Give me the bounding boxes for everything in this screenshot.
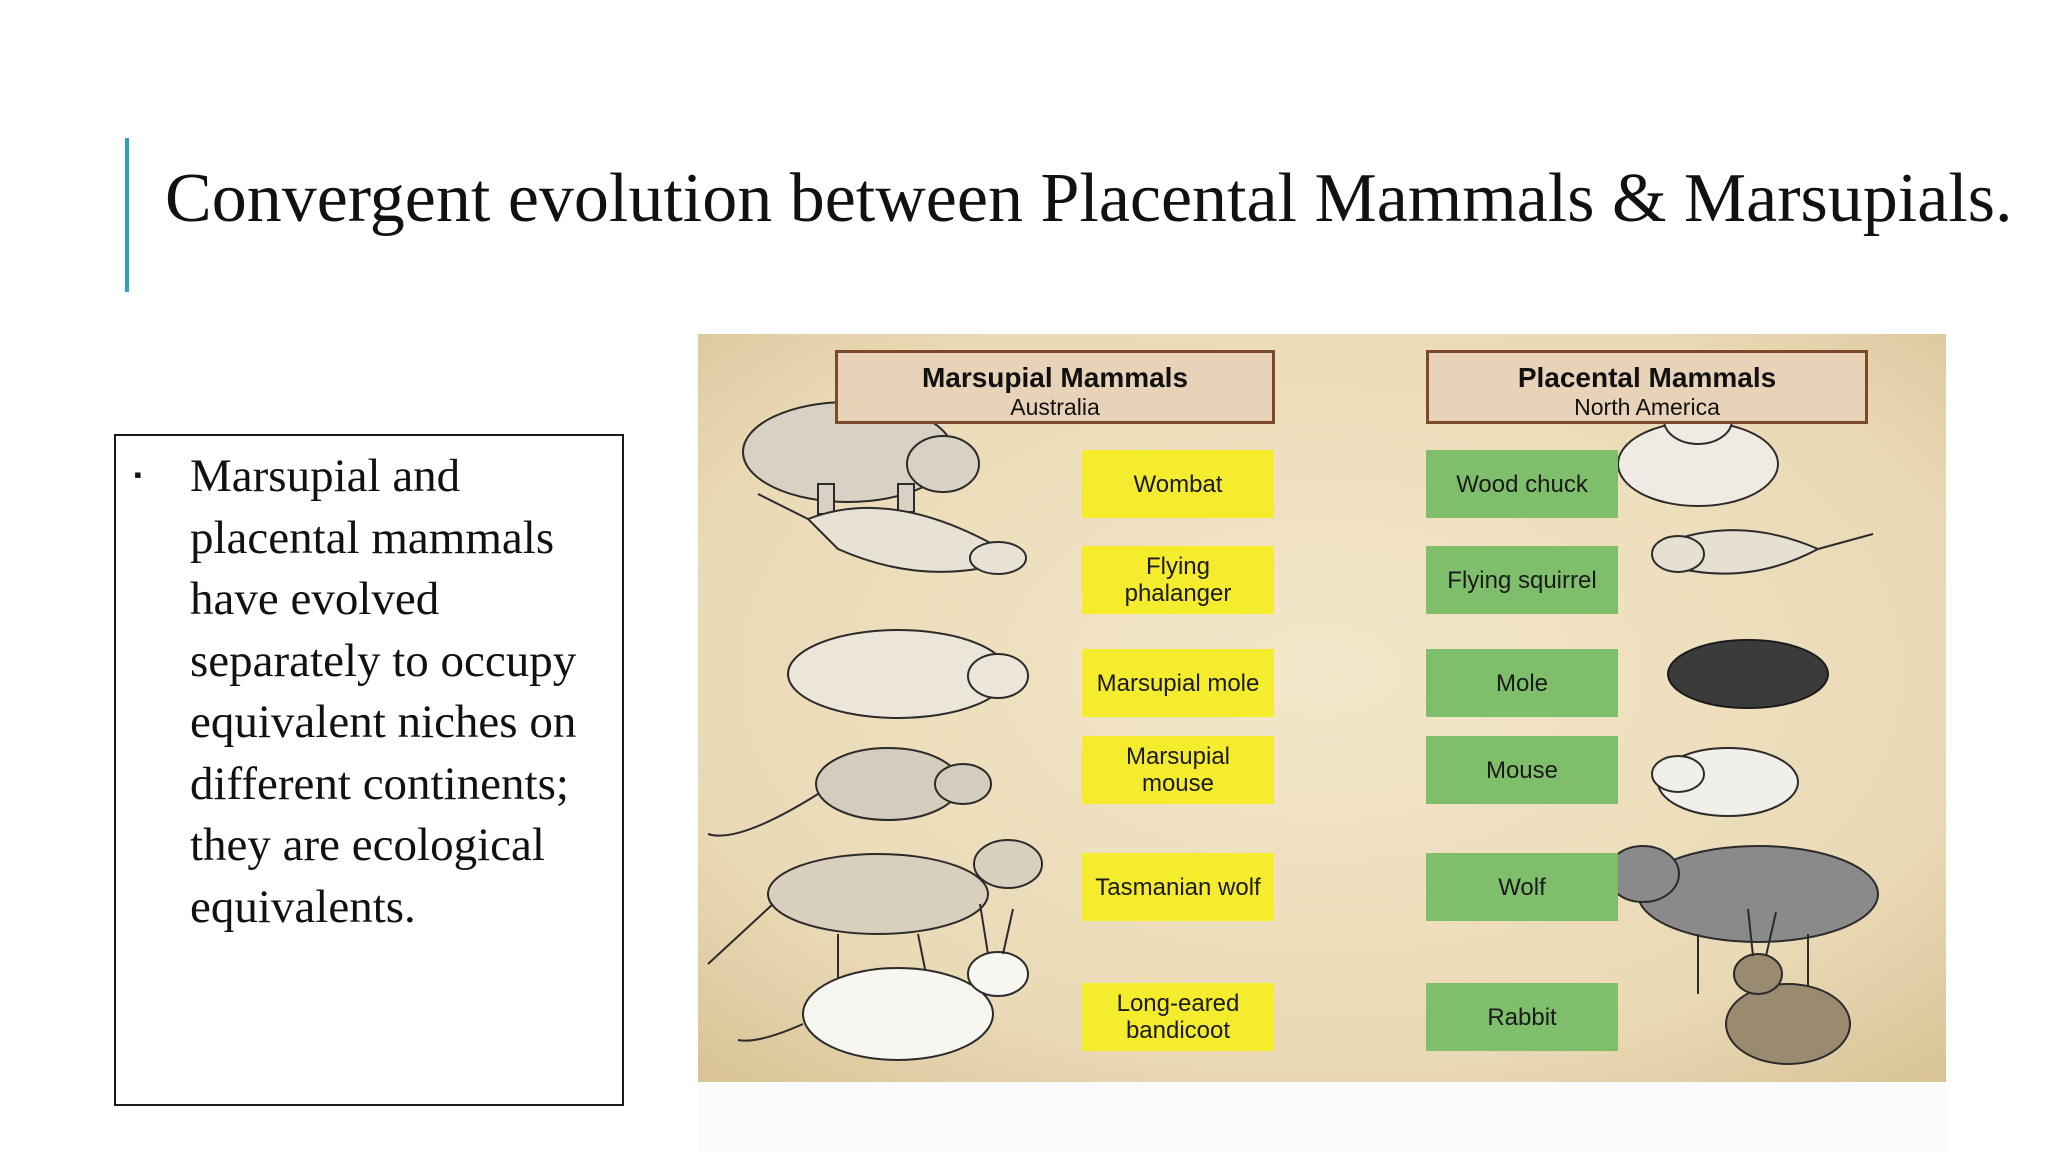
label-mole: Mole	[1426, 649, 1618, 717]
label-tasmanian-wolf: Tasmanian wolf	[1082, 853, 1274, 921]
label-wood-chuck: Wood chuck	[1426, 450, 1618, 518]
mole-illustration	[1668, 640, 1828, 708]
convergent-evolution-figure	[698, 334, 1946, 1082]
label-marsupial-mole: Marsupial mole	[1082, 649, 1274, 717]
marsupial-header-subtitle: Australia	[1010, 394, 1100, 420]
marsupial-header-title: Marsupial Mammals	[921, 362, 1189, 393]
bullet-text-box	[114, 434, 624, 1106]
figure-bottom-strip	[698, 1082, 1946, 1152]
title-accent-bar	[125, 138, 129, 292]
label-mouse: Mouse	[1426, 736, 1618, 804]
label-wolf: Wolf	[1426, 853, 1618, 921]
placental-header-title: Placental Mammals	[1517, 362, 1777, 393]
parchment-background	[698, 334, 1946, 1082]
label-marsupial-mouse: Marsupial mouse	[1082, 736, 1274, 804]
label-flying-squirrel: Flying squirrel	[1426, 546, 1618, 614]
slide-title: Convergent evolution between Placental Mammals & Marsupials.	[165, 160, 2013, 237]
placental-header	[1426, 350, 1868, 424]
label-wombat: Wombat	[1082, 450, 1274, 518]
placental-header-subtitle: North America	[1574, 394, 1720, 420]
marsupial-header	[835, 350, 1275, 424]
bullet-text: Marsupial and placental mammals have evolved separately to occupy equivalent niches on different continents; they are ecological equivalents.	[190, 450, 577, 933]
label-rabbit: Rabbit	[1426, 983, 1618, 1051]
label-flying-phalanger: Flying phalanger	[1082, 546, 1274, 614]
square-bullet-icon: ▪	[134, 462, 142, 487]
label-long-eared-bandicoot: Long-eared bandicoot	[1082, 983, 1274, 1051]
